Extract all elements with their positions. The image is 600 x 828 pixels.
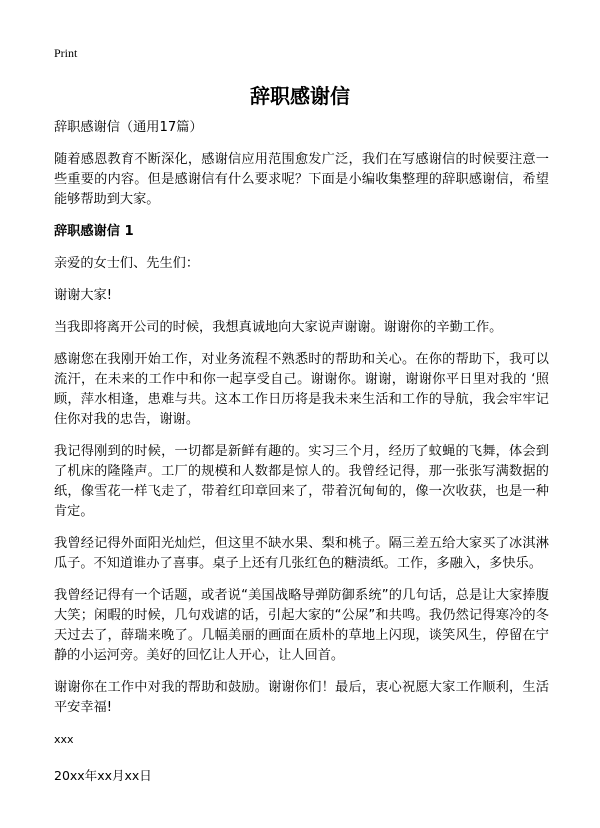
print-link[interactable]: Print bbox=[54, 46, 78, 60]
body-paragraph: 感谢您在我刚开始工作，对业务流程不熟悉时的帮助和关心。在你的帮助下，我可以流汗，在未来的工作中和你一起享受自己。谢谢你。谢谢，谢谢你平日里对我的 ‘照顾，萍水相逢，患难与共。这本工作日历将是我未来生活和工作的导航，我会牢牢记住你对我的忠告，谢谢。 bbox=[54, 352, 549, 427]
body-paragraph: 我曾经记得有一个话题，或者说“美国战略导弹防御系统”的几句话，总是让大家捧腹大笑；闲暇的时候，几句戏谑的话，引起大家的“公屎”和共鸣。我仍然记得寒冷的冬天过去了，薛瑞来晚了。几幅美丽的画面在质朴的草地上闪现，谈笑风生，停留在宁静的小运河旁。美好的回忆让人开心，让人回首。 bbox=[54, 588, 549, 663]
body-paragraph: 谢谢你在工作中对我的帮助和鼓励。谢谢你们！最后，衷心祝愿大家工作顺利，生活平安幸福! bbox=[54, 680, 549, 715]
signature: xxx bbox=[54, 733, 74, 746]
page-title: 辞职感谢信 bbox=[250, 84, 350, 108]
greeting: 亲爱的女士们、先生们： bbox=[54, 256, 200, 271]
body-paragraph: 当我即将离开公司的时候，我想真诚地向大家说声谢谢。谢谢你的辛勤工作。 bbox=[54, 320, 503, 335]
section-heading: 辞职感谢信 1 bbox=[54, 224, 134, 239]
intro-paragraph: 随着感恩教育不断深化，感谢信应用范围愈发广泛，我们在写感谢信的时候要注意一些重要的内容。但是感谢信有什么要求呢？下面是小编收集整理的辞职感谢信，希望能够帮助到大家。 bbox=[54, 152, 549, 207]
thanks-line: 谢谢大家! bbox=[54, 288, 113, 303]
document-body bbox=[54, 118, 549, 798]
body-paragraph: 我记得刚到的时候，一切都是新鲜有趣的。实习三个月，经历了蚊蝇的飞舞，体会到了机床的隆隆声。工厂的规模和人数都是惊人的。我曾经记得，那一张张写满数据的纸，像雪花一样飞走了，带着红印章回来了，带着沉甸甸的，像一次收获，也是一种肯定。 bbox=[54, 444, 549, 519]
date: 20xx年xx月xx日 bbox=[54, 768, 152, 783]
body-paragraph: 我曾经记得外面阳光灿烂，但这里不缺水果、梨和桃子。隔三差五给大家买了冰淇淋瓜子。不知道谁办了喜事。桌子上还有几张红色的糖渍纸。工作，多融入，多快乐。 bbox=[54, 536, 549, 571]
subtitle: 辞职感谢信（通用17篇） bbox=[54, 120, 203, 135]
